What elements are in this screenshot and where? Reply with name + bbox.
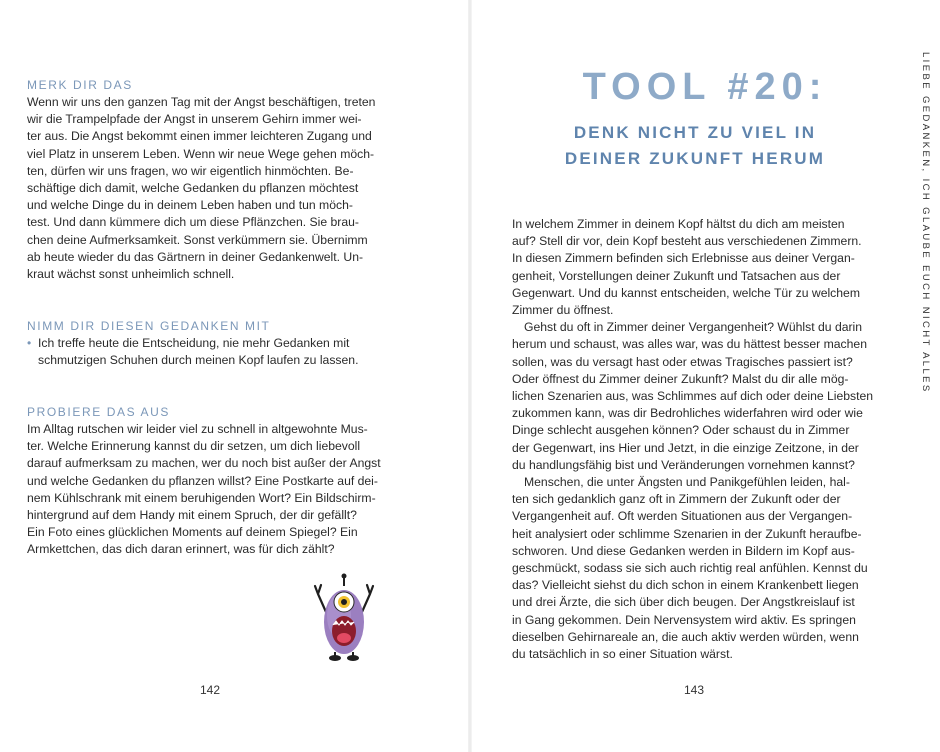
- text-line: herum und schaust, was alles war, was du hättest besser machen: [512, 337, 867, 352]
- bullet-item: [27, 335, 391, 369]
- text-line: das? Vielleicht siehst du dich schon in einem Krankenbett liegen: [512, 578, 859, 593]
- tool-title: TOOL #20:: [582, 66, 828, 108]
- text-line: auf? Stell dir vor, dein Kopf besteht aus verschiedenen Zimmern.: [512, 234, 862, 249]
- text-line: ten sich gedanklich ganz oft in Zimmern der Zukunft oder der: [512, 492, 841, 507]
- text-line: chen deine Aufmerksamkeit. Sonst verkümmern sie. Übernimm: [27, 232, 368, 247]
- paragraph: [512, 319, 877, 474]
- text-line: Zimmer du öffnest.: [512, 303, 614, 318]
- text-line: heit analysiert oder schlimme Szenarien in der Zukunft heraufbe-: [512, 526, 862, 541]
- page-number-right: 143: [684, 683, 705, 697]
- text-line: Vergangenheit auf. Oft werden Situationen aus der Vergangen-: [512, 509, 853, 524]
- text-line: Gehst du oft in Zimmer deiner Vergangenheit? Wühlst du darin: [524, 320, 863, 335]
- merk-dir-das-heading: MERK DIR DAS: [27, 78, 133, 92]
- text-line: schworen. Und diese Gedanken werden in Bildern im Kopf aus-: [512, 543, 855, 558]
- text-line: In welchem Zimmer in deinem Kopf hältst du dich am meisten: [512, 217, 845, 231]
- text-line: Ich treffe heute die Entscheidung, nie mehr Gedanken mit: [38, 336, 350, 350]
- tool-subtitle: [470, 120, 920, 172]
- text-line: und welche Dinge du in deinem Leben haben und tun möch-: [27, 198, 353, 213]
- text-line: in Gang gekommen. Dein Nervensystem wird aktiv. Es springen: [512, 612, 856, 627]
- text-line: wir die Trampelpfade der Angst in unserem Gehirn immer wei-: [27, 112, 362, 127]
- text-line: ab heute wieder du das Gärtnern in deiner Gedankenwelt. Un-: [27, 249, 364, 264]
- text-line: Wenn wir uns den ganzen Tag mit der Angst beschäftigen, treten: [27, 95, 376, 109]
- running-head: LIEBE GEDANKEN, ICH GLAUBE EUCH NICHT ALLES: [920, 52, 931, 394]
- text-line: zukommen kann, was dir Bedrohliches widerfahren wird oder wie: [512, 406, 863, 421]
- text-line: kraut wächst sonst unheimlich schnell.: [27, 267, 235, 282]
- text-line: Im Alltag rutschen wir leider viel zu schnell in altgewohnte Mus-: [27, 422, 368, 436]
- text-line: geschmückt, sodass sie sich auch richtig real anfühlen. Kennst du: [512, 561, 868, 576]
- text-line: Gegenwart. Und du kannst entscheiden, welche Tür zu welchem: [512, 285, 860, 300]
- text-line: ter aus. Die Angst bekommt einen immer leichteren Zugang und: [27, 129, 372, 144]
- subtitle-line: DEINER ZUKUNFT HERUM: [564, 149, 826, 168]
- text-line: Menschen, die unter Ängsten und Panikgefühlen leiden, hal-: [524, 475, 850, 490]
- subtitle-line: DENK NICHT ZU VIEL IN: [573, 123, 817, 142]
- probiere-das-aus-text: [27, 421, 391, 559]
- text-line: du handlungsfähig bist und Veränderungen vornehmen kannst?: [512, 457, 855, 472]
- text-line: schmutzigen Schuhen durch meinen Kopf laufen zu lassen.: [38, 353, 359, 368]
- text-line: test. Und dann kümmere dich um diese Pflänzchen. Sie brau-: [27, 215, 359, 230]
- paragraph: [512, 216, 877, 319]
- bullet-icon: •: [27, 336, 32, 350]
- purple-monster-icon: [312, 572, 376, 666]
- right-page: [470, 0, 940, 752]
- text-line: darauf aufmerksam zu machen, wer du noch bist außer der Angst: [27, 456, 381, 471]
- right-body-text: [512, 216, 877, 663]
- text-line: und drei Ärzte, die sich über dich beugen. Der Angstkreislauf ist: [512, 595, 855, 610]
- text-line: viel Platz in unserem Leben. Wenn wir neue Wege gehen möch-: [27, 146, 375, 161]
- text-line: genheit, Vorstellungen deiner Zukunft und Tatsachen aus der: [512, 268, 841, 283]
- text-line: lichen Szenarien aus, was Schlimmes auf dich oder deine Liebsten: [512, 389, 874, 404]
- text-line: Dinge schlecht ausgehen können? Oder schaust du in Zimmer: [512, 423, 850, 438]
- text-line: schäftige dich damit, welche Gedanken du pflanzen möchtest: [27, 181, 359, 196]
- text-line: Ein Foto eines glücklichen Moments auf deinem Spiegel? Ein: [27, 525, 358, 540]
- text-line: Oder öffnest du Zimmer deiner Zukunft? Malst du dir alle mög-: [512, 371, 849, 386]
- text-line: und welche Gedanken du pflanzen willst? Eine Postkarte auf dei-: [27, 473, 378, 488]
- text-line: hintergrund auf dem Handy mit einem Spruch, der dir gefällt?: [27, 508, 357, 523]
- text-line: nem Kühlschrank mit einem beruhigenden Wort? Ein Bildschirm-: [27, 490, 376, 505]
- probiere-das-aus-heading: PROBIERE DAS AUS: [27, 405, 170, 419]
- text-line: sollen, was du versagt hast oder etwas Tragisches passiert ist?: [512, 354, 853, 369]
- paragraph: [512, 474, 877, 663]
- bullet-text: [38, 335, 391, 369]
- text-line: In diesen Zimmern befinden sich Erlebnisse aus deiner Vergan-: [512, 251, 855, 266]
- text-line: der Gegenwart, ins Hier und Jetzt, in die einzige Zeitzone, in der: [512, 440, 859, 455]
- text-line: dieselben Gehirnareale an, die auch aktiv werden würden, wenn: [512, 629, 859, 644]
- nimm-dir-diesen-gedanken-mit-heading: NIMM DIR DIESEN GEDANKEN MIT: [27, 319, 271, 333]
- text-line: Armkettchen, das dich daran erinnert, was für dich zählt?: [27, 542, 335, 557]
- page-number-left: 142: [200, 683, 221, 697]
- merk-dir-das-text: [27, 94, 391, 283]
- text-line: du tatsächlich in so einer Situation wärst.: [512, 647, 733, 662]
- text-line: ten, dürfen wir uns fragen, wo wir eigentlich hinmöchten. Be-: [27, 163, 354, 178]
- text-line: ter. Welche Erinnerung kannst du dir setzen, um dich liebevoll: [27, 439, 361, 454]
